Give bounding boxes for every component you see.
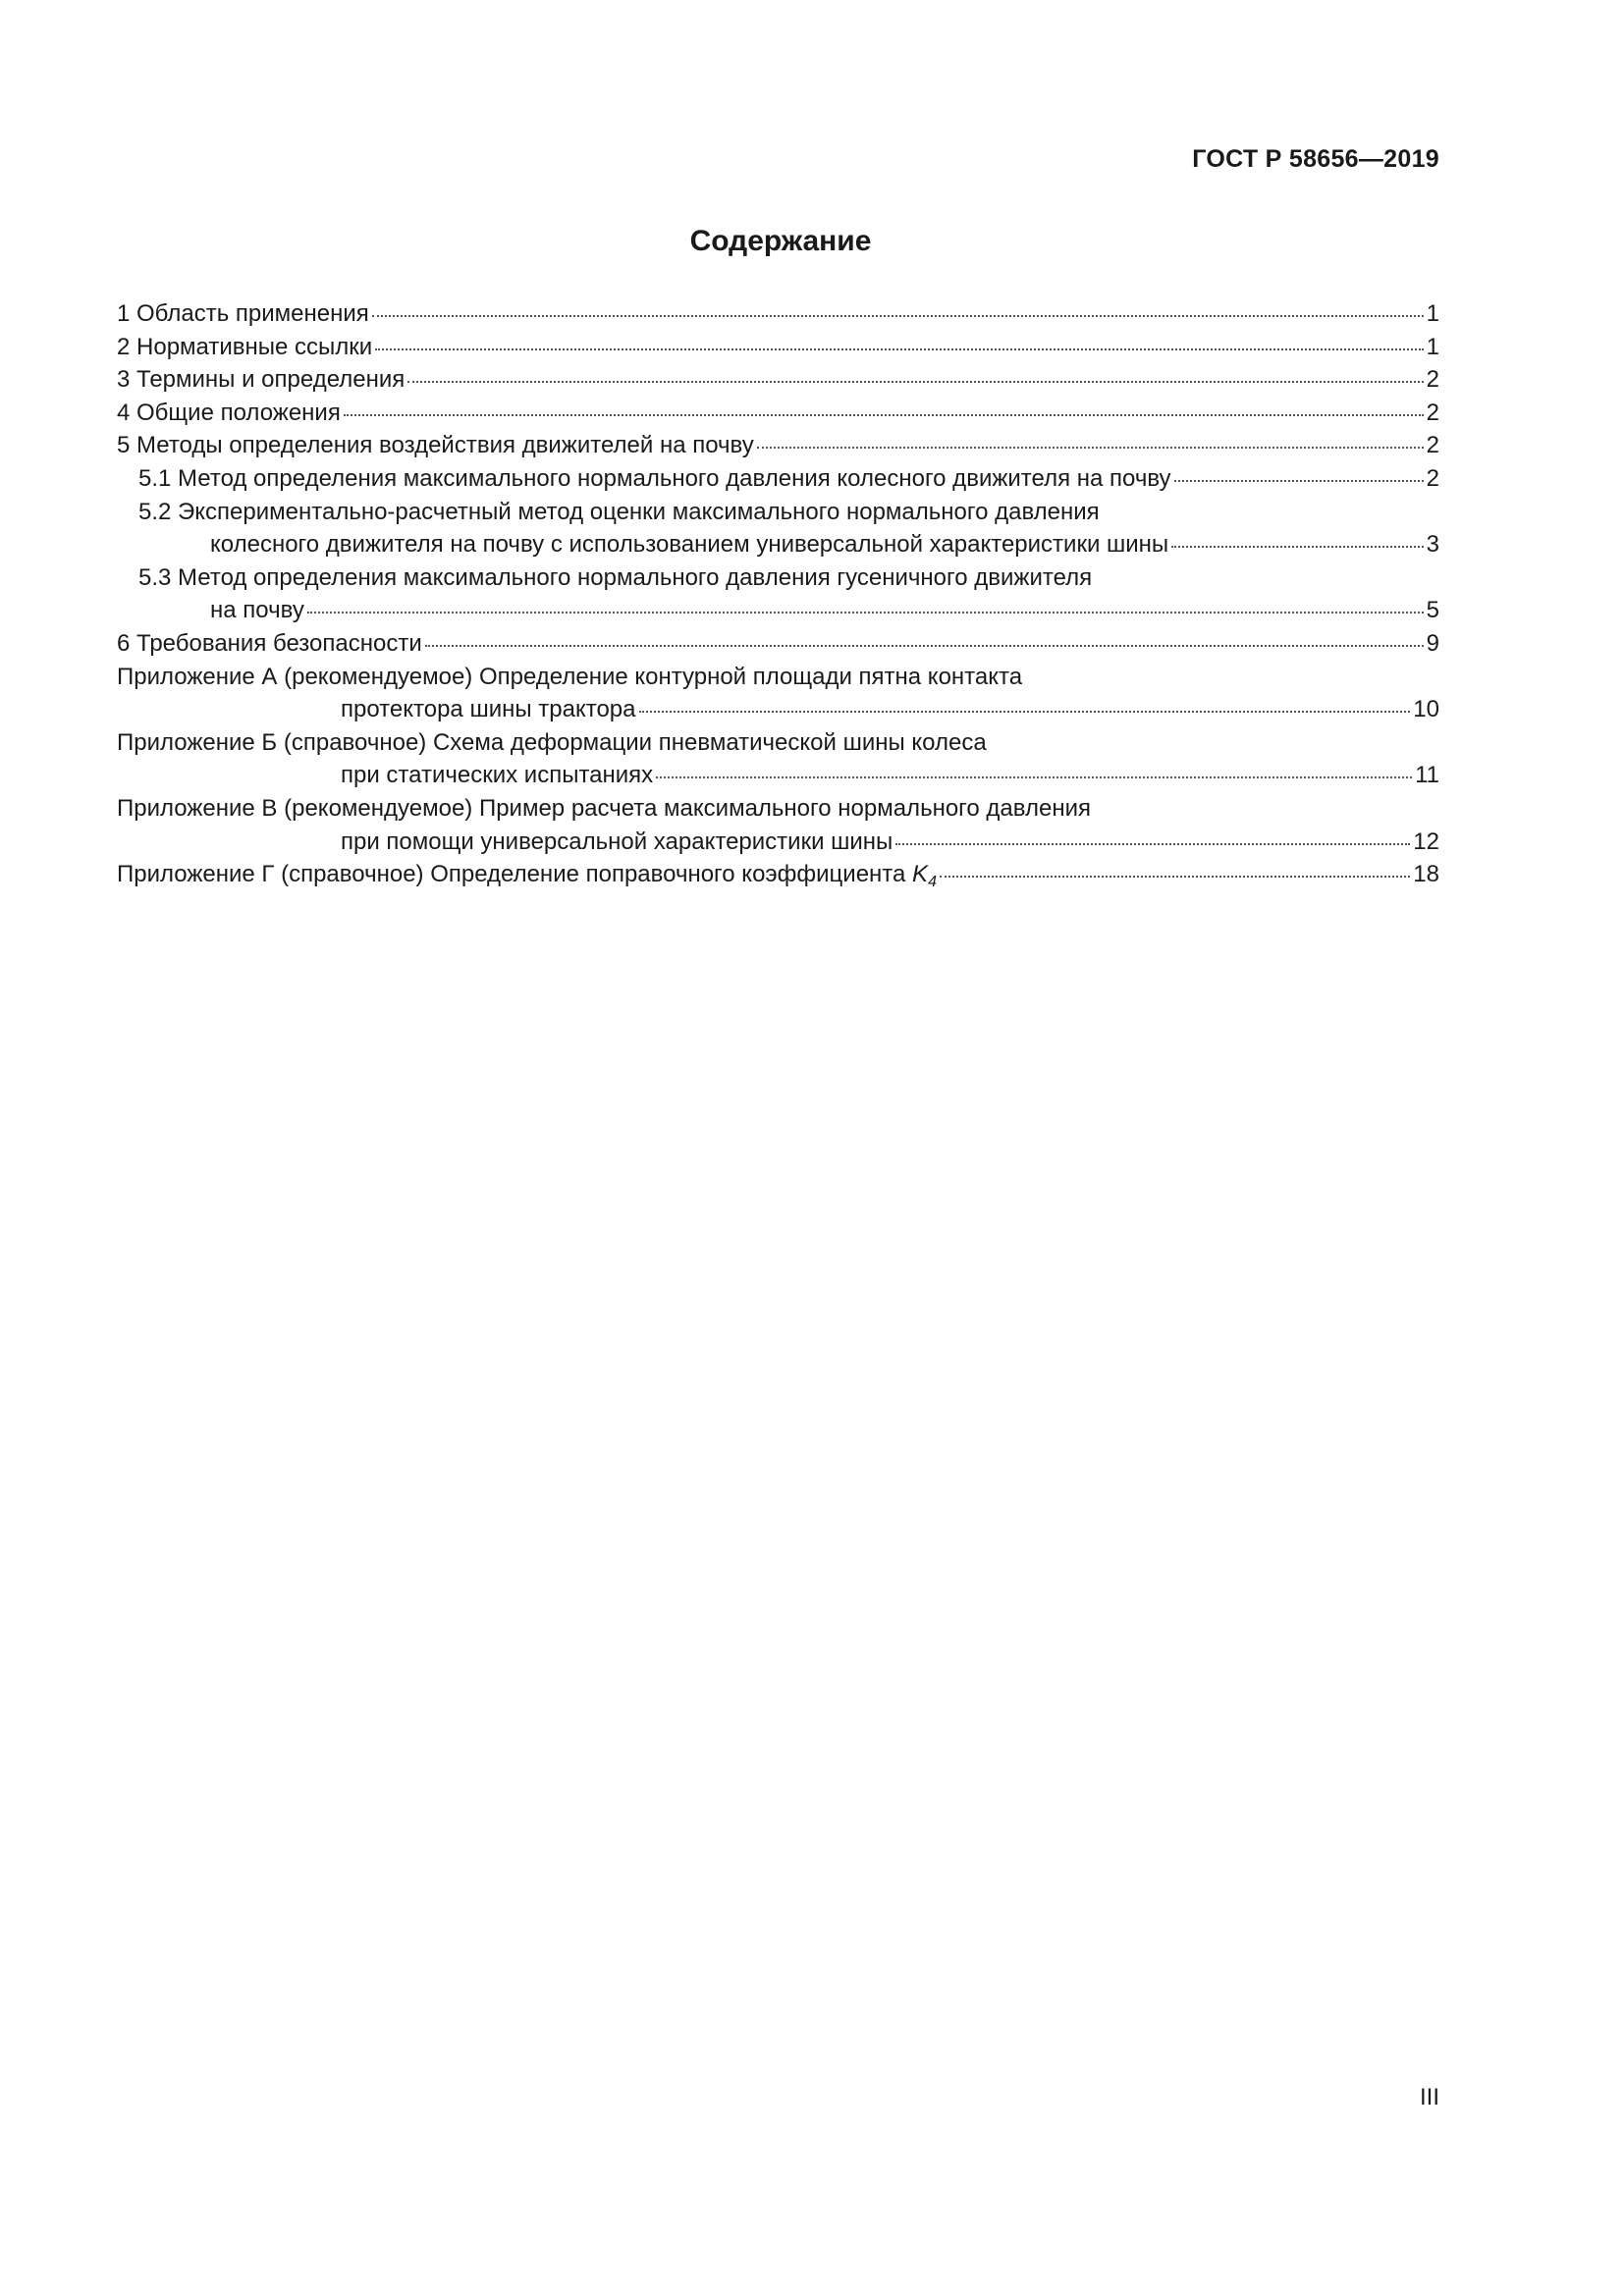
toc-page-number: 3 [1426, 531, 1439, 559]
toc-entry-text: 5.2 Экспериментально-расчетный метод оценки максимального нормального давления [138, 498, 1100, 525]
toc-page-number: 12 [1413, 828, 1439, 855]
toc-entry-5-1[interactable] [117, 462, 1439, 496]
toc-entry-text: 4 Общие положения [117, 399, 341, 426]
toc-page-number: 18 [1413, 861, 1439, 888]
dot-leader [757, 447, 1424, 449]
toc-entry-6[interactable] [117, 627, 1439, 661]
dot-leader [372, 315, 1424, 317]
dot-leader [639, 711, 1411, 713]
coefficient-symbol: K [912, 861, 929, 888]
toc-entry-text-continued: на почву [210, 597, 304, 624]
standard-code: ГОСТ Р 58656—2019 [1192, 145, 1439, 173]
page-number: III [1419, 2084, 1439, 2110]
toc-entry-text: Приложение Б (справочное) Схема деформации пневматической шины колеса [117, 728, 987, 756]
toc-page-number: 11 [1415, 762, 1439, 789]
table-of-contents [117, 297, 1439, 899]
toc-entry-3[interactable] [117, 363, 1439, 397]
toc-page-number: 1 [1426, 300, 1439, 327]
coefficient-subscript: 4 [928, 874, 937, 891]
toc-entry-appendix-a[interactable] [117, 661, 1439, 726]
toc-entry-text-continued: при статических испытаниях [341, 762, 654, 789]
toc-entry-text [117, 858, 937, 899]
toc-entry-label: Приложение Г (справочное) Определение поправочного коэффициента [117, 861, 913, 888]
toc-title: Содержание [689, 225, 872, 257]
toc-entry-text-continued: при помощи универсальной характеристики шины [341, 828, 893, 855]
toc-entry-text: Приложение В (рекомендуемое) Пример расчета максимального нормального давления [117, 794, 1091, 822]
toc-entry-5-2[interactable] [117, 496, 1439, 561]
dot-leader [940, 876, 1410, 878]
toc-entry-text: Приложение А (рекомендуемое) Определение контурной площади пятна контакта [117, 663, 1023, 690]
toc-entry-appendix-b[interactable] [117, 726, 1439, 792]
toc-page-number: 10 [1413, 696, 1439, 723]
toc-entry-5-3[interactable] [117, 561, 1439, 627]
dot-leader [307, 612, 1424, 614]
dot-leader [407, 381, 1423, 383]
toc-page-number: 9 [1426, 629, 1439, 657]
toc-entry-text: 5.1 Метод определения максимального нормального давления колесного движителя на почву [138, 464, 1171, 492]
toc-entry-text: 1 Область применения [117, 300, 369, 327]
toc-entry-text: 2 Нормативные ссылки [117, 333, 373, 360]
toc-page-number: 5 [1426, 597, 1439, 624]
toc-entry-4[interactable] [117, 397, 1439, 430]
toc-page-number: 1 [1426, 333, 1439, 360]
toc-page-number: 2 [1426, 432, 1439, 459]
dot-leader [1171, 546, 1423, 548]
dot-leader [895, 843, 1410, 845]
dot-leader [656, 776, 1412, 778]
toc-page-number: 2 [1426, 464, 1439, 492]
toc-entry-2[interactable] [117, 331, 1439, 364]
toc-entry-appendix-g[interactable] [117, 858, 1439, 899]
toc-entry-5[interactable] [117, 429, 1439, 462]
toc-entry-1[interactable] [117, 297, 1439, 331]
dot-leader [425, 645, 1424, 647]
dot-leader [375, 348, 1423, 350]
toc-entry-appendix-v[interactable] [117, 792, 1439, 858]
dot-leader [344, 414, 1424, 416]
toc-entry-text-continued: протектора шины трактора [341, 696, 636, 723]
toc-entry-text: 6 Требования безопасности [117, 629, 422, 657]
toc-entry-text: 5 Методы определения воздействия движителей на почву [117, 432, 754, 459]
dot-leader [1174, 480, 1424, 482]
toc-page-number: 2 [1426, 399, 1439, 426]
toc-entry-text: 3 Термины и определения [117, 366, 406, 394]
toc-entry-text-continued: колесного движителя на почву с использованием универсальной характеристики шины [210, 531, 1169, 559]
toc-page-number: 2 [1426, 366, 1439, 394]
toc-entry-text: 5.3 Метод определения максимального нормального давления гусеничного движителя [138, 563, 1093, 591]
